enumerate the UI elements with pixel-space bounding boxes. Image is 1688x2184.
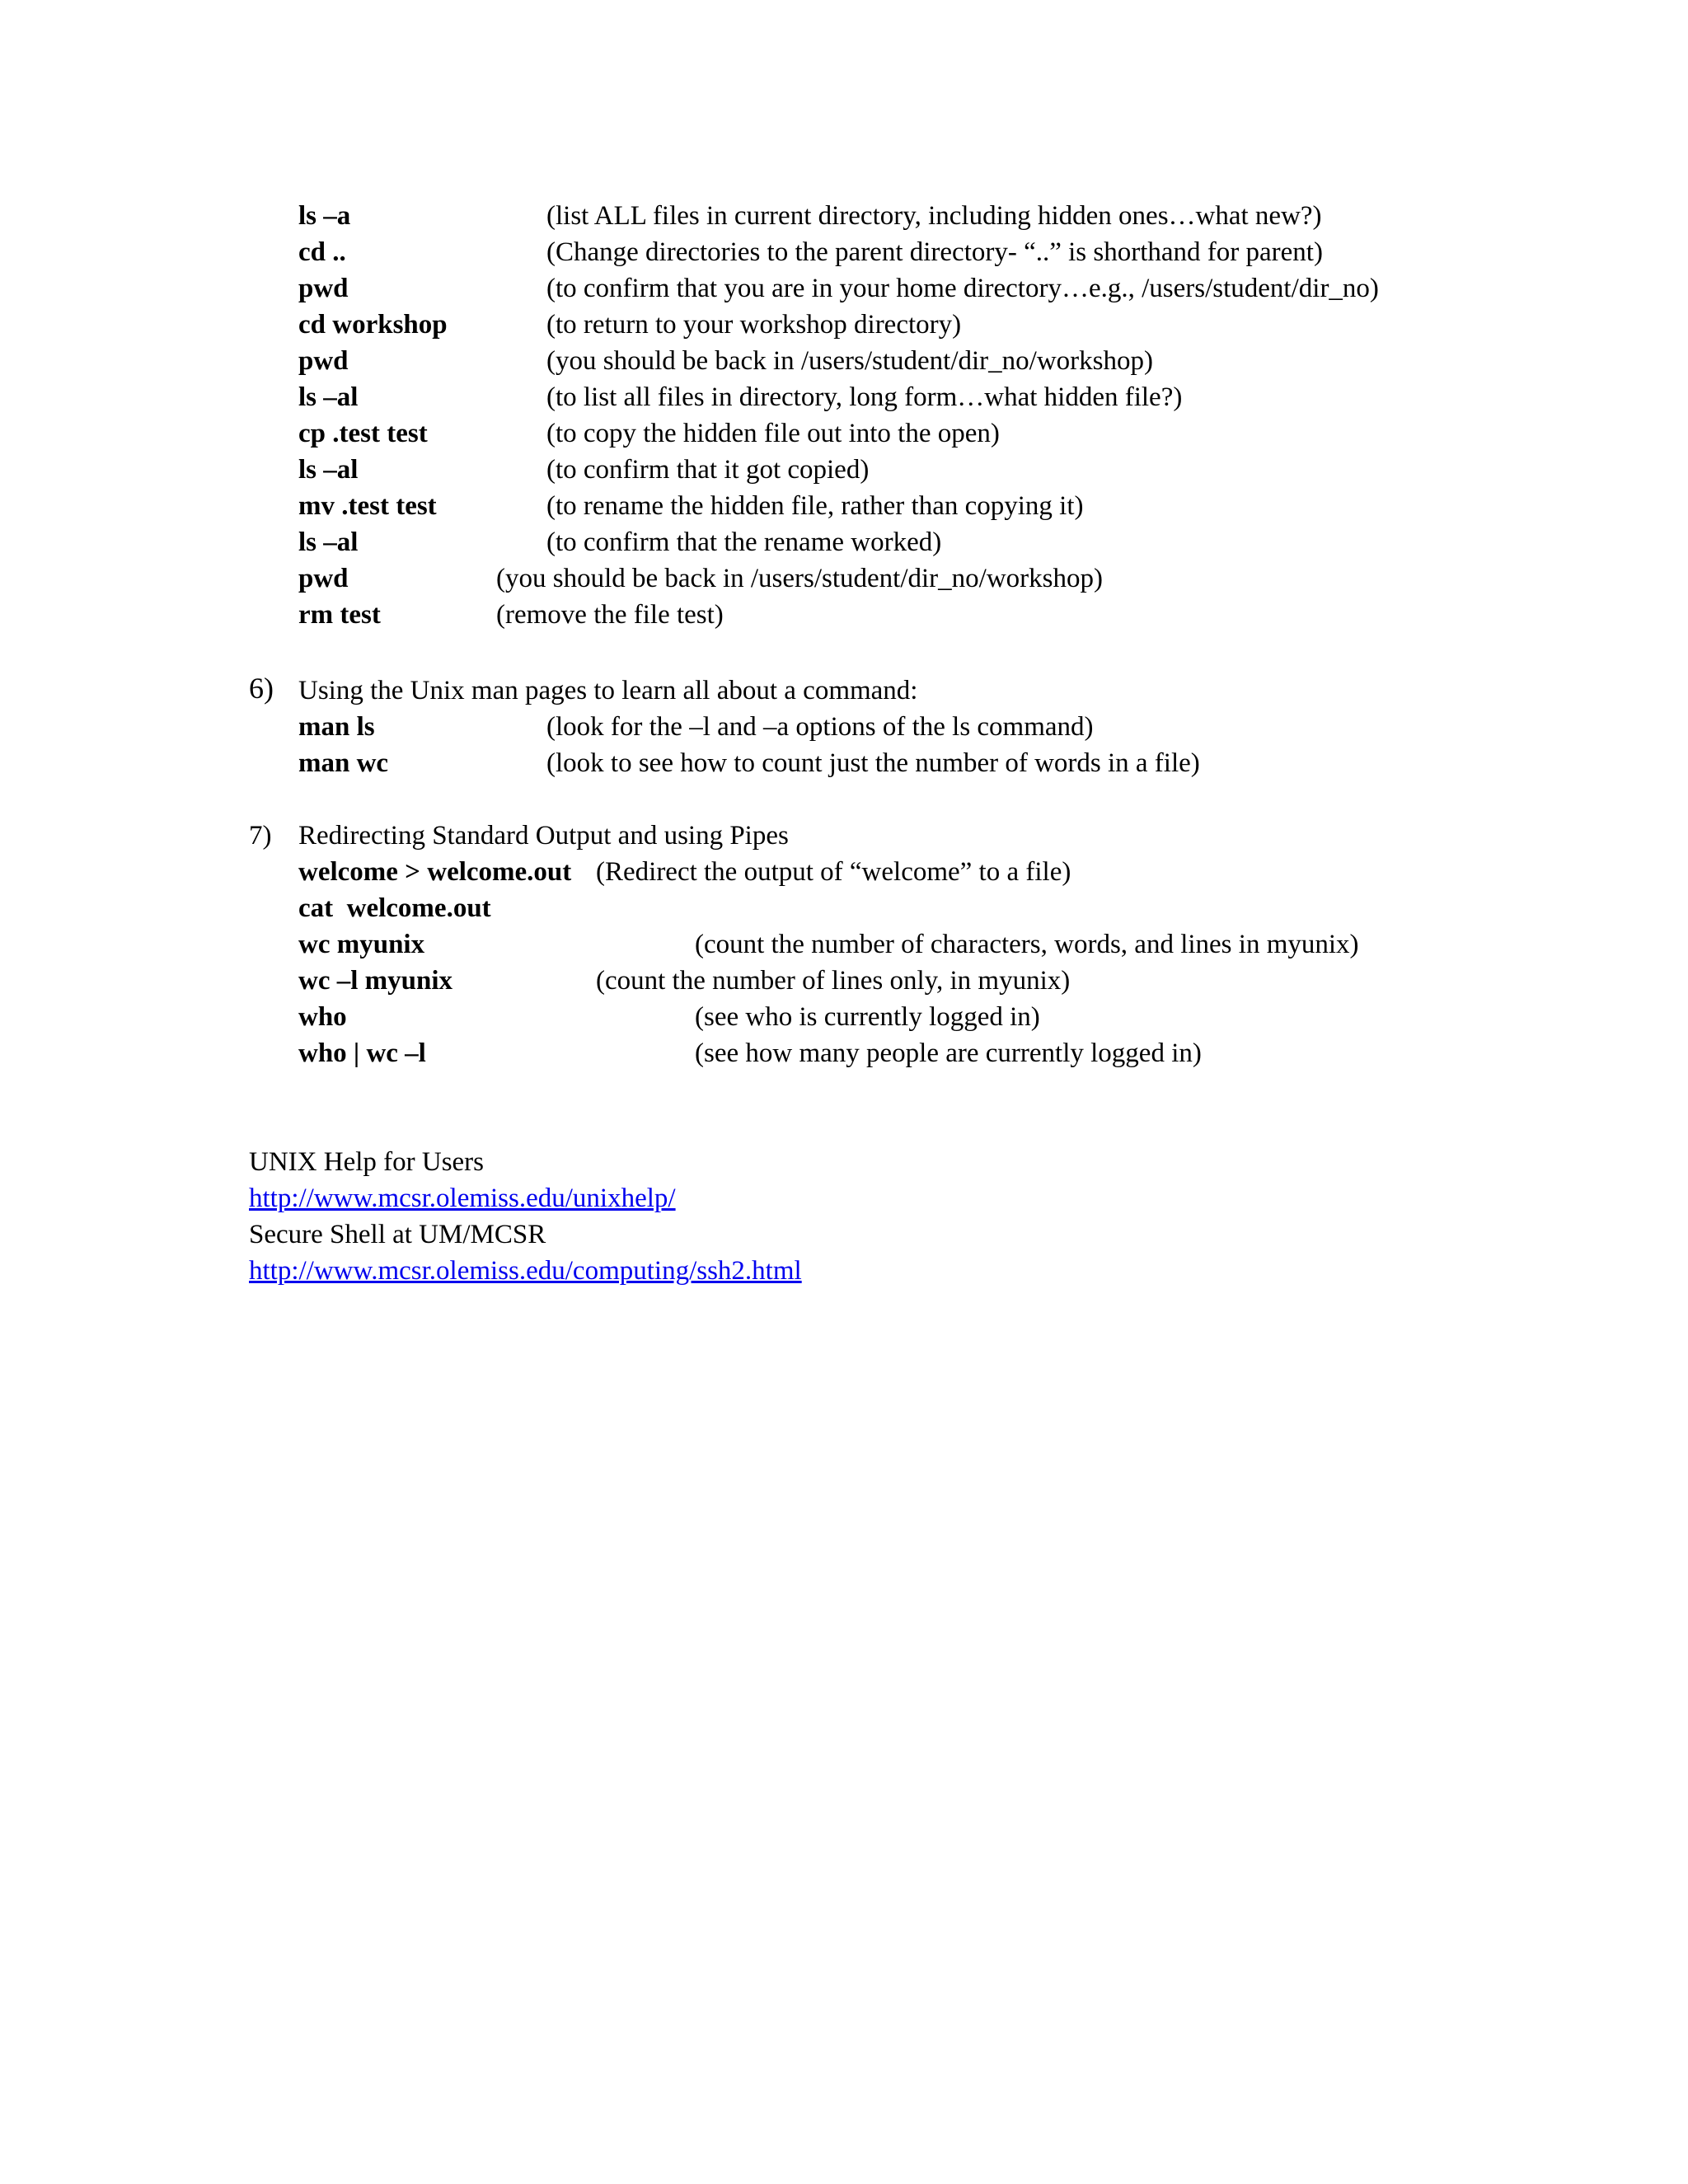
section-heading: Using the Unix man pages to learn all about a command: [298,676,918,705]
command-cat-welcome: cat welcome.out [298,893,491,923]
command-description: (see how many people are currently logged in) [695,1038,1202,1068]
command-welcome-redirect: welcome > welcome.out [298,857,572,887]
command-description: (count the number of characters, words, and lines in myunix) [695,930,1359,959]
command-ls-a: ls –a [298,201,351,231]
command-who: who [298,1002,347,1032]
command-ls-al: ls –al [298,527,359,557]
command-description: (see who is currently logged in) [695,1002,1040,1032]
command-man-ls: man ls [298,712,375,742]
command-ls-al: ls –al [298,455,359,485]
command-pwd: pwd [298,274,349,303]
command-man-wc: man wc [298,748,389,778]
command-description: (Redirect the output of “welcome” to a file) [596,857,1071,887]
ssh-label: Secure Shell at UM/MCSR [249,1220,546,1249]
command-description: (to confirm that you are in your home directory…e.g., /users/student/dir_no) [546,274,1379,303]
command-description: (remove the file test) [496,600,724,630]
command-description: (list ALL files in current directory, including hidden ones…what new?) [546,201,1322,231]
command-description: (to confirm that it got copied) [546,455,870,485]
command-description: (count the number of lines only, in myunix) [596,966,1071,996]
command-description: (look to see how to count just the number of words in a file) [546,748,1200,778]
section-heading: Redirecting Standard Output and using Pipes [298,821,789,851]
command-description: (Change directories to the parent directory- “..” is shorthand for parent) [546,237,1323,267]
command-cp-test: cp .test test [298,419,428,448]
command-description: (to confirm that the rename worked) [546,527,942,557]
command-wc-myunix: wc myunix [298,930,425,959]
section-number: 6) [249,672,274,705]
command-description: (to list all files in directory, long form…what hidden file?) [546,382,1183,412]
command-pwd: pwd [298,564,349,593]
section-number: 7) [249,821,272,851]
command-description: (look for the –l and –a options of the ls command) [546,712,1094,742]
unix-help-label: UNIX Help for Users [249,1147,485,1177]
command-description: (to return to your workshop directory) [546,310,962,340]
ssh-link[interactable]: http://www.mcsr.olemiss.edu/computing/ssh2.html [249,1256,802,1286]
command-wc-l-myunix: wc –l myunix [298,966,453,996]
unix-help-link[interactable]: http://www.mcsr.olemiss.edu/unixhelp/ [249,1183,676,1213]
command-who-wc-pipe: who | wc –l [298,1038,426,1068]
command-rm-test: rm test [298,600,381,630]
command-ls-al: ls –al [298,382,359,412]
command-cd-parent: cd .. [298,237,346,267]
command-description: (you should be back in /users/student/dir_no/workshop) [546,346,1153,376]
command-description: (to copy the hidden file out into the open) [546,419,1000,448]
command-cd-workshop: cd workshop [298,310,448,340]
command-mv-test: mv .test test [298,491,437,521]
command-description: (to rename the hidden file, rather than copying it) [546,491,1084,521]
command-description: (you should be back in /users/student/dir_no/workshop) [496,564,1103,593]
command-pwd: pwd [298,346,349,376]
